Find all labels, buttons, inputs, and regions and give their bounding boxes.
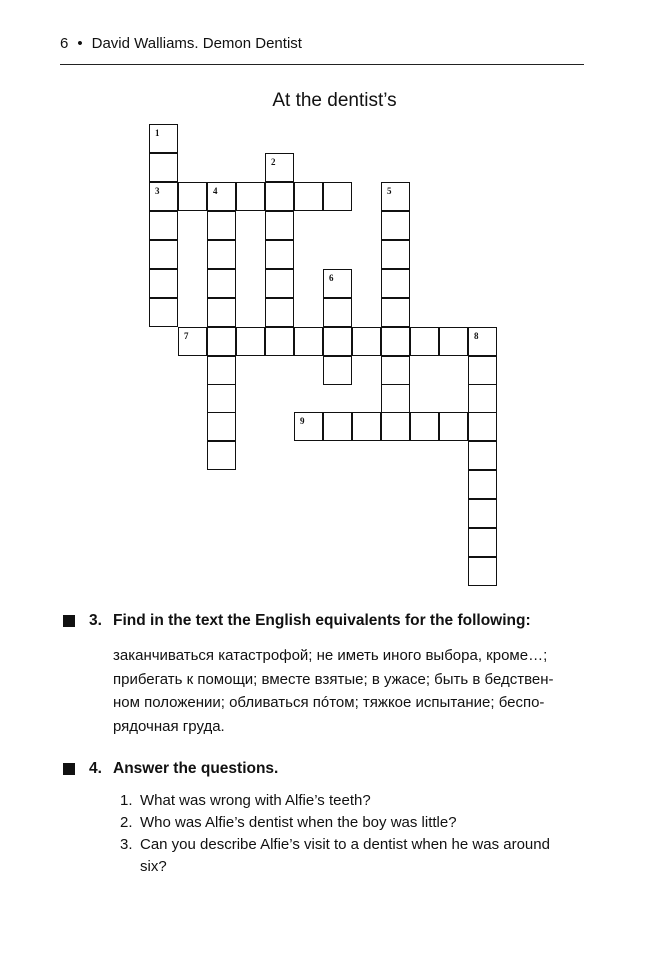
clue-number: 4: [213, 186, 218, 196]
clue-number: 5: [387, 186, 392, 196]
question-text: Can you describe Alfie’s visit to a dentist when he was around: [140, 836, 550, 853]
clue-number: 9: [300, 416, 305, 426]
crossword-cell: [323, 298, 352, 327]
question-item: [120, 834, 600, 878]
bullet-square-icon: [63, 615, 75, 627]
crossword-cell: [381, 384, 410, 413]
crossword-cell: [265, 327, 294, 356]
crossword-cell: [149, 182, 178, 211]
task-3-heading: [63, 610, 623, 632]
crossword-cell: [468, 528, 497, 557]
crossword-cell: [468, 499, 497, 528]
question-number: 1.: [120, 792, 133, 809]
crossword-cell: [265, 269, 294, 298]
crossword-cell: [149, 269, 178, 298]
clue-number: 3: [155, 186, 160, 196]
crossword-cell: [265, 298, 294, 327]
crossword-cell: [236, 182, 265, 211]
crossword-cell: [265, 153, 294, 182]
crossword-cell: [207, 356, 236, 385]
crossword-cell: [381, 356, 410, 385]
question-item: [120, 812, 600, 834]
crossword-cell: [468, 441, 497, 470]
crossword-cell: [178, 182, 207, 211]
question-number: 2.: [120, 814, 133, 831]
crossword-cell: [323, 182, 352, 211]
clue-number: 2: [271, 157, 276, 167]
crossword-cell: [468, 412, 497, 441]
task-3-phrases: [113, 644, 593, 738]
header-separator: •: [77, 35, 83, 52]
clue-number: 6: [329, 273, 334, 283]
crossword-cell: [468, 557, 497, 586]
crossword-cell: [207, 441, 236, 470]
crossword-cell: [381, 240, 410, 269]
crossword-title: At the dentist’s: [272, 90, 397, 111]
bullet-square-icon: [63, 763, 75, 775]
crossword-cell: [352, 327, 381, 356]
crossword-cell: [381, 298, 410, 327]
question-text: What was wrong with Alfie’s teeth?: [140, 792, 371, 809]
crossword-cell: [149, 298, 178, 327]
question-list: [120, 790, 600, 878]
crossword-cell: [265, 182, 294, 211]
crossword-cell: [207, 269, 236, 298]
page-number: 6: [60, 35, 69, 52]
crossword-cell: [178, 327, 207, 356]
question-number: 3.: [120, 836, 133, 853]
book-title: David Walliams. Demon Dentist: [91, 35, 302, 52]
task-3-instruction: Find in the text the English equivalents for the following:: [113, 612, 531, 629]
crossword-cell: [265, 211, 294, 240]
task-4-number: 4.: [89, 760, 102, 777]
crossword-cell: [265, 240, 294, 269]
clue-number: 7: [184, 331, 189, 341]
crossword-cell: [207, 182, 236, 211]
clue-number: 8: [474, 331, 479, 341]
crossword-cell: [468, 356, 497, 385]
question-text-continued: six?: [140, 858, 167, 875]
crossword-cell: [381, 412, 410, 441]
crossword-cell: [468, 327, 497, 356]
task-4-instruction: Answer the questions.: [113, 760, 279, 777]
crossword-cell: [468, 470, 497, 499]
task-4: [63, 758, 623, 780]
crossword-cell: [207, 211, 236, 240]
crossword-cell: [381, 327, 410, 356]
phrase-line: ном положении; обливаться пóтом; тяжкое испытание; беспо-: [113, 694, 545, 711]
crossword-cell: [294, 327, 323, 356]
crossword-cell: [323, 327, 352, 356]
crossword-cell: [207, 240, 236, 269]
crossword-cell: [207, 298, 236, 327]
crossword-cell: [236, 327, 265, 356]
phrase-line: прибегать к помощи; вместе взятые; в ужасе; быть в бедствен-: [113, 670, 554, 688]
phrase-line: заканчиваться катастрофой; не иметь иного выбора, кроме…;: [113, 647, 548, 664]
crossword-cell: [149, 211, 178, 240]
crossword-cell: [294, 412, 323, 441]
crossword-cell: [149, 240, 178, 269]
crossword-cell: [323, 412, 352, 441]
crossword-cell: [439, 412, 468, 441]
question-item: [120, 790, 600, 812]
crossword-cell: [352, 412, 381, 441]
crossword-cell: [439, 327, 468, 356]
crossword-cell: [323, 269, 352, 298]
clue-number: 1: [155, 128, 160, 138]
crossword-cell: [410, 327, 439, 356]
crossword-cell: [294, 182, 323, 211]
question-text: Who was Alfie’s dentist when the boy was little?: [140, 814, 457, 831]
task-3: [63, 610, 623, 632]
phrase-line: рядочная груда.: [113, 717, 225, 735]
task-4-heading: [63, 758, 623, 780]
task-3-number: 3.: [89, 612, 102, 629]
crossword-cell: [381, 182, 410, 211]
crossword-cell: [207, 412, 236, 441]
crossword-cell: [149, 124, 178, 153]
crossword-cell: [468, 384, 497, 413]
crossword-cell: [381, 269, 410, 298]
crossword-cell: [207, 327, 236, 356]
crossword-cell: [381, 211, 410, 240]
crossword-cell: [323, 356, 352, 385]
crossword-cell: [207, 384, 236, 413]
crossword-cell: [410, 412, 439, 441]
crossword-cell: [149, 153, 178, 182]
